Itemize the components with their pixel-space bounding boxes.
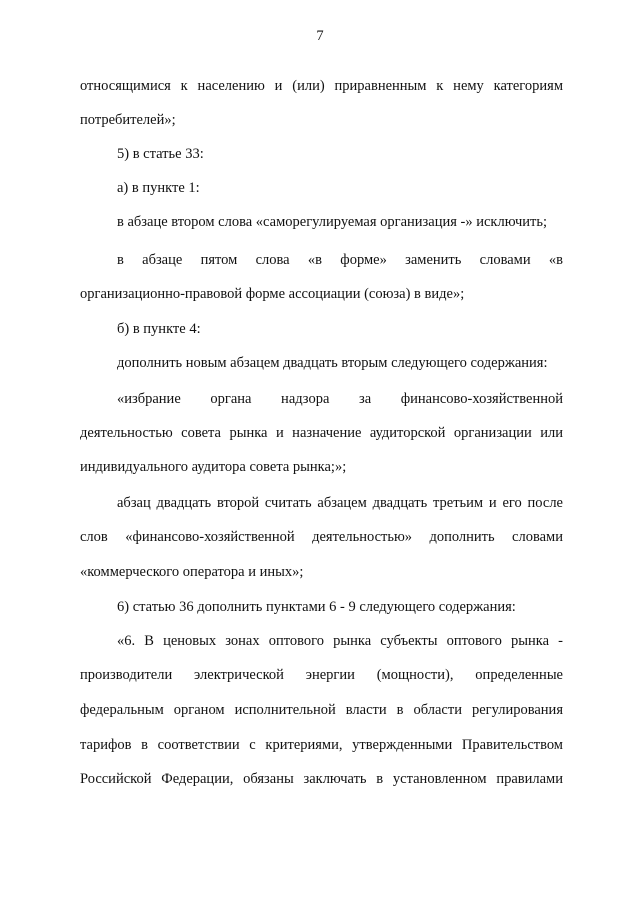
text-line: в абзаце пятом слова «в форме» заменить словами «в bbox=[117, 252, 563, 268]
text-line: «избрание органа надзора за финансово-хозяйственной bbox=[117, 391, 563, 407]
text-line: слов «финансово-хозяйственной деятельностью» дополнить словами bbox=[80, 529, 563, 545]
text-line: в абзаце втором слова «саморегулируемая организация -» исключить; bbox=[117, 214, 548, 230]
text-line: «коммерческого оператора и иных»; bbox=[80, 564, 304, 580]
text-line: индивидуального аудитора совета рынка;»; bbox=[80, 459, 347, 475]
text-line: организационно-правовой форме ассоциации (союза) в виде»; bbox=[80, 286, 465, 302]
page-number: 7 bbox=[316, 28, 324, 44]
text-line: деятельностью совета рынка и назначение аудиторской организации или bbox=[80, 425, 563, 441]
text-line: относящимися к населению и (или) приравненным к нему категориям bbox=[80, 78, 563, 94]
text-line: абзац двадцать второй считать абзацем двадцать третьим и его после bbox=[117, 495, 563, 511]
text-line: а) в пункте 1: bbox=[117, 180, 200, 196]
text-line: производители электрической энергии (мощности), определенные bbox=[80, 667, 563, 683]
text-line: 5) в статье 33: bbox=[117, 146, 204, 162]
text-line: 6) статью 36 дополнить пунктами 6 - 9 следующего содержания: bbox=[117, 599, 516, 615]
text-line: потребителей»; bbox=[80, 112, 176, 128]
text-line: «6. В ценовых зонах оптового рынка субъекты оптового рынка - bbox=[117, 633, 563, 649]
text-line: тарифов в соответствии с критериями, утвержденными Правительством bbox=[80, 737, 563, 753]
text-line: Российской Федерации, обязаны заключать в установленном правилами bbox=[80, 771, 563, 787]
text-line: дополнить новым абзацем двадцать вторым следующего содержания: bbox=[117, 355, 548, 371]
text-line: федеральным органом исполнительной власти в области регулирования bbox=[80, 702, 563, 718]
text-line: б) в пункте 4: bbox=[117, 321, 201, 337]
